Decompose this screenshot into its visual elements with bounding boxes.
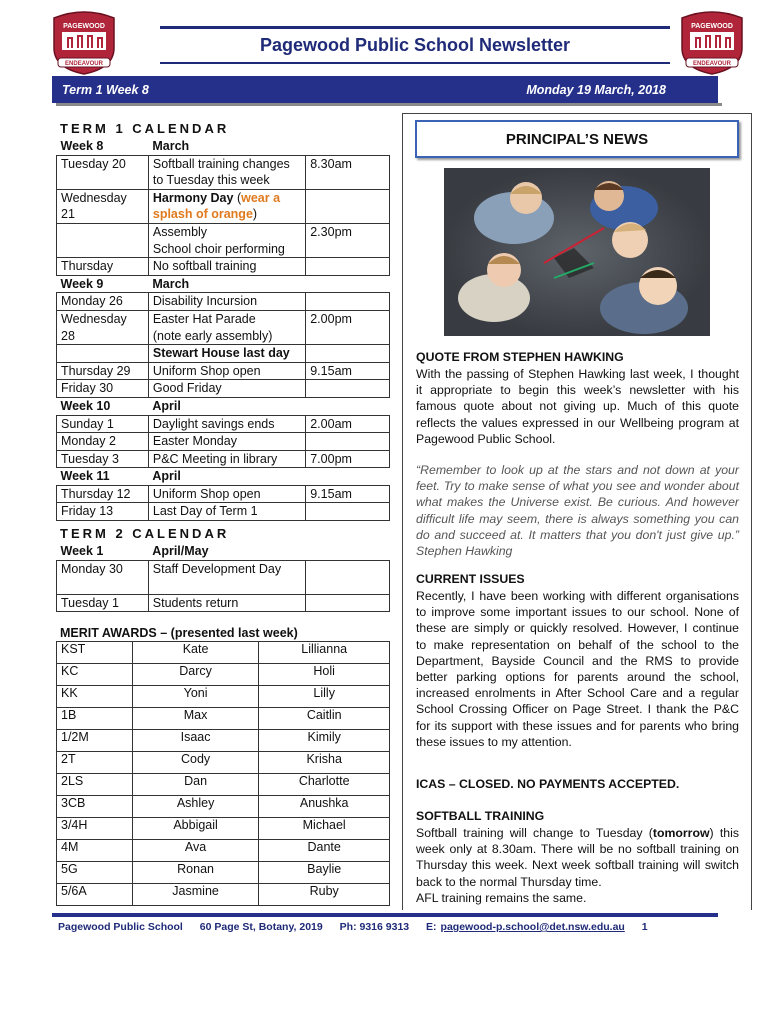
calendar-time: [306, 560, 390, 594]
footer-address: 60 Page St, Botany, 2019: [199, 921, 323, 933]
calendar-event: Students return: [148, 594, 306, 612]
harmony-day-part: Harmony Day: [152, 190, 234, 205]
merit-student: Dante: [259, 840, 390, 862]
merit-class: 1/2M: [57, 730, 133, 752]
calendar-row: [57, 594, 390, 612]
school-crest-logo: [48, 8, 120, 76]
term-week: Term 1 Week 8: [62, 83, 149, 97]
month-label: April: [152, 398, 181, 413]
merit-class: KST: [57, 642, 133, 664]
month-label: April: [152, 469, 181, 484]
calendar-event: Staff Development Day: [148, 560, 306, 594]
merit-row: [57, 708, 390, 730]
merit-student: Isaac: [132, 730, 259, 752]
merit-student: Kate: [132, 642, 259, 664]
calendar-time: 8.30am: [306, 155, 390, 189]
hawking-quote: “Remember to look up at the stars and not down at your feet. Try to make sense of what you see and wonder about what makes the Universe exist. Be curious. And however difficult life may seem, there is always something you can do and succeed at. It matters that you don't just give up.” Stephen Hawking: [416, 463, 739, 559]
calendar-day: Thursday 12: [57, 485, 149, 503]
issue-date: Monday 19 March, 2018: [526, 83, 666, 97]
merit-row: [57, 774, 390, 796]
merit-student: Holi: [259, 664, 390, 686]
merit-student: Dan: [132, 774, 259, 796]
merit-student: Ava: [132, 840, 259, 862]
calendar-row: [57, 415, 390, 433]
merit-row: [57, 642, 390, 664]
term1-calendar-table: [56, 138, 390, 521]
footer: [58, 921, 662, 933]
calendar-event: [148, 189, 305, 223]
merit-class: 4M: [57, 840, 133, 862]
calendar-row: [57, 450, 390, 468]
calendar-event: Easter Hat Parade (note early assembly): [148, 310, 305, 344]
merit-student: Yoni: [132, 686, 259, 708]
merit-student: Lilly: [259, 686, 390, 708]
banner-shadow: [56, 103, 722, 106]
merit-class: 3CB: [57, 796, 133, 818]
calendar-day: Friday 30: [57, 380, 149, 398]
merit-row: [57, 752, 390, 774]
calendar-event: Uniform Shop open: [148, 485, 305, 503]
softball-text-tomorrow: tomorrow: [652, 826, 710, 840]
calendar-day: Tuesday 20: [57, 155, 149, 189]
calendar-time: 2.00am: [306, 415, 390, 433]
calendar-day: Monday 30: [57, 560, 149, 594]
week-label: Week 9: [60, 276, 104, 291]
quote-heading: QUOTE FROM STEPHEN HAWKING: [416, 350, 624, 364]
softball-text-a: Softball training will change to Tuesday (: [416, 826, 653, 840]
icas-heading: ICAS – CLOSED. NO PAYMENTS ACCEPTED.: [416, 777, 680, 791]
calendar-time: 9.15am: [306, 362, 390, 380]
calendar-event: Stewart House last day: [148, 345, 305, 363]
merit-row: [57, 664, 390, 686]
merit-student: Krisha: [259, 752, 390, 774]
calendar-row: [57, 155, 390, 189]
svg-text:ENDEAVOUR: ENDEAVOUR: [65, 61, 103, 67]
harmony-day-part: wear a splash of orange: [152, 190, 281, 222]
calendar-day: Monday 2: [57, 433, 149, 451]
week-header-row: [57, 543, 390, 560]
merit-student: Ruby: [259, 884, 390, 906]
merit-awards-table: [56, 641, 390, 906]
school-crest-logo: [676, 8, 748, 76]
calendar-day: Thursday: [57, 258, 149, 276]
term1-heading: TERM 1 CALENDAR: [60, 121, 230, 136]
newsletter-title: Pagewood Public School Newsletter: [259, 35, 571, 55]
calendar-row: [57, 560, 390, 594]
merit-row: [57, 818, 390, 840]
svg-text:PAGEWOOD: PAGEWOOD: [63, 23, 105, 30]
harmony-day-part: ): [252, 207, 258, 222]
calendar-event: Easter Monday: [148, 433, 305, 451]
merit-student: Kimily: [259, 730, 390, 752]
merit-student: Baylie: [259, 862, 390, 884]
calendar-row: [57, 433, 390, 451]
merit-class: 2T: [57, 752, 133, 774]
calendar-day: Wednesday 21: [57, 189, 149, 223]
calendar-event: P&C Meeting in library: [148, 450, 305, 468]
calendar-time: [306, 503, 390, 521]
calendar-event: Assembly School choir performing: [148, 223, 305, 257]
footer-phone: Ph: 9316 9313: [339, 921, 410, 933]
calendar-row: [57, 189, 390, 223]
title-rule: [160, 62, 670, 64]
calendar-day: Thursday 29: [57, 362, 149, 380]
term2-heading: TERM 2 CALENDAR: [60, 526, 230, 541]
merit-student: Ashley: [132, 796, 259, 818]
calendar-time: [306, 380, 390, 398]
week-label: Week 10: [60, 398, 111, 413]
week-label: Week 8: [60, 139, 104, 153]
harmony-day-part: (: [233, 190, 242, 205]
calendar-day: [57, 223, 149, 257]
week-label: Week 1: [60, 544, 104, 558]
calendar-time: 2.30pm: [306, 223, 390, 257]
merit-student: Charlotte: [259, 774, 390, 796]
merit-student: Caitlin: [259, 708, 390, 730]
merit-student: Jasmine: [132, 884, 259, 906]
principal-news-heading: PRINCIPAL’S NEWS: [415, 120, 739, 158]
merit-student: Cody: [132, 752, 259, 774]
merit-row: [57, 796, 390, 818]
footer-email-link[interactable]: pagewood-p.school@det.nsw.edu.au: [440, 921, 625, 933]
merit-row: [57, 884, 390, 906]
footer-rule: [52, 913, 718, 917]
svg-text:PAGEWOOD: PAGEWOOD: [691, 23, 733, 30]
calendar-time: [306, 345, 390, 363]
merit-class: 2LS: [57, 774, 133, 796]
calendar-row: [57, 345, 390, 363]
header-banner: [52, 76, 718, 103]
calendar-row: [57, 223, 390, 257]
merit-student: Michael: [259, 818, 390, 840]
month-label: March: [152, 139, 190, 153]
calendar-time: 9.15am: [306, 485, 390, 503]
calendar-time: 2.00pm: [306, 310, 390, 344]
calendar-time: [306, 594, 390, 612]
merit-student: Lillianna: [259, 642, 390, 664]
calendar-day: [57, 345, 149, 363]
merit-student: Anushka: [259, 796, 390, 818]
quote-intro: With the passing of Stephen Hawking last week, I thought it appropriate to begin this week’s newsletter with his famous quote about not giving up. Much of this quote reflects the values expressed in our Wellbeing program at Pagewood Public School.: [416, 367, 739, 446]
softball-text: [416, 825, 739, 906]
softball-text-c: ) this week only at 8.30am. There will be no softball training on Thursday this week. Next week softball training will switch back to the normal Thursday time.: [416, 826, 739, 889]
merit-class: 5/6A: [57, 884, 133, 906]
calendar-row: [57, 485, 390, 503]
merit-row: [57, 840, 390, 862]
calendar-day: Tuesday 1: [57, 594, 149, 612]
footer-school: Pagewood Public School: [58, 921, 183, 933]
current-issues-heading: CURRENT ISSUES: [416, 572, 525, 586]
calendar-row: [57, 293, 390, 311]
merit-student: Darcy: [132, 664, 259, 686]
calendar-event: Softball training changes to Tuesday this week: [148, 155, 305, 189]
month-label: March: [152, 276, 190, 291]
calendar-row: [57, 258, 390, 276]
merit-student: Abbigail: [132, 818, 259, 840]
merit-class: 1B: [57, 708, 133, 730]
calendar-day: Tuesday 3: [57, 450, 149, 468]
calendar-day: Sunday 1: [57, 415, 149, 433]
calendar-time: [306, 258, 390, 276]
merit-class: 3/4H: [57, 818, 133, 840]
calendar-row: [57, 503, 390, 521]
calendar-time: 7.00pm: [306, 450, 390, 468]
calendar-event: Uniform Shop open: [148, 362, 305, 380]
softball-heading: SOFTBALL TRAINING: [416, 809, 545, 823]
week-header-row: [57, 397, 390, 415]
calendar-row: [57, 380, 390, 398]
calendar-event: Daylight savings ends: [148, 415, 305, 433]
week-header-row: [57, 275, 390, 293]
merit-student: Max: [132, 708, 259, 730]
merit-row: [57, 862, 390, 884]
calendar-event: No softball training: [148, 258, 305, 276]
students-photo: [444, 168, 710, 336]
calendar-event: Last Day of Term 1: [148, 503, 305, 521]
merit-class: KK: [57, 686, 133, 708]
svg-text:ENDEAVOUR: ENDEAVOUR: [693, 61, 731, 67]
merit-student: Ronan: [132, 862, 259, 884]
calendar-time: [306, 293, 390, 311]
month-label: April/May: [152, 544, 209, 558]
calendar-time: [306, 433, 390, 451]
title-rule: [160, 26, 670, 29]
footer-email-label: E:: [426, 921, 437, 933]
merit-row: [57, 730, 390, 752]
merit-awards-title: MERIT AWARDS – (presented last week): [60, 626, 298, 640]
calendar-day: Wednesday 28: [57, 310, 149, 344]
current-issues-text: Recently, I have been working with different organisations to improve some important issues to our school. None of these are simply or quickly resolved. However, I continue to make representation on behalf of the school to the Department, Bayside Council and the RMS to provide better parking options for parents around the school, increased enrolments in After School Care and a regular School Crossing Officer on Page Street. I thank the P&C for its support with these issues and for parents who bring these issues to my attention.: [416, 589, 739, 749]
calendar-day: Monday 26: [57, 293, 149, 311]
calendar-day: Friday 13: [57, 503, 149, 521]
page-number: 1: [641, 921, 648, 933]
week-header-row: [57, 138, 390, 155]
calendar-event: Good Friday: [148, 380, 305, 398]
afl-text: AFL training remains the same.: [416, 890, 587, 905]
merit-class: KC: [57, 664, 133, 686]
week-label: Week 11: [60, 469, 110, 484]
calendar-time: [306, 189, 390, 223]
term2-calendar-table: [56, 543, 390, 612]
calendar-event: Disability Incursion: [148, 293, 305, 311]
merit-row: [57, 686, 390, 708]
week-header-row: [57, 468, 390, 486]
merit-class: 5G: [57, 862, 133, 884]
calendar-row: [57, 310, 390, 344]
calendar-row: [57, 362, 390, 380]
